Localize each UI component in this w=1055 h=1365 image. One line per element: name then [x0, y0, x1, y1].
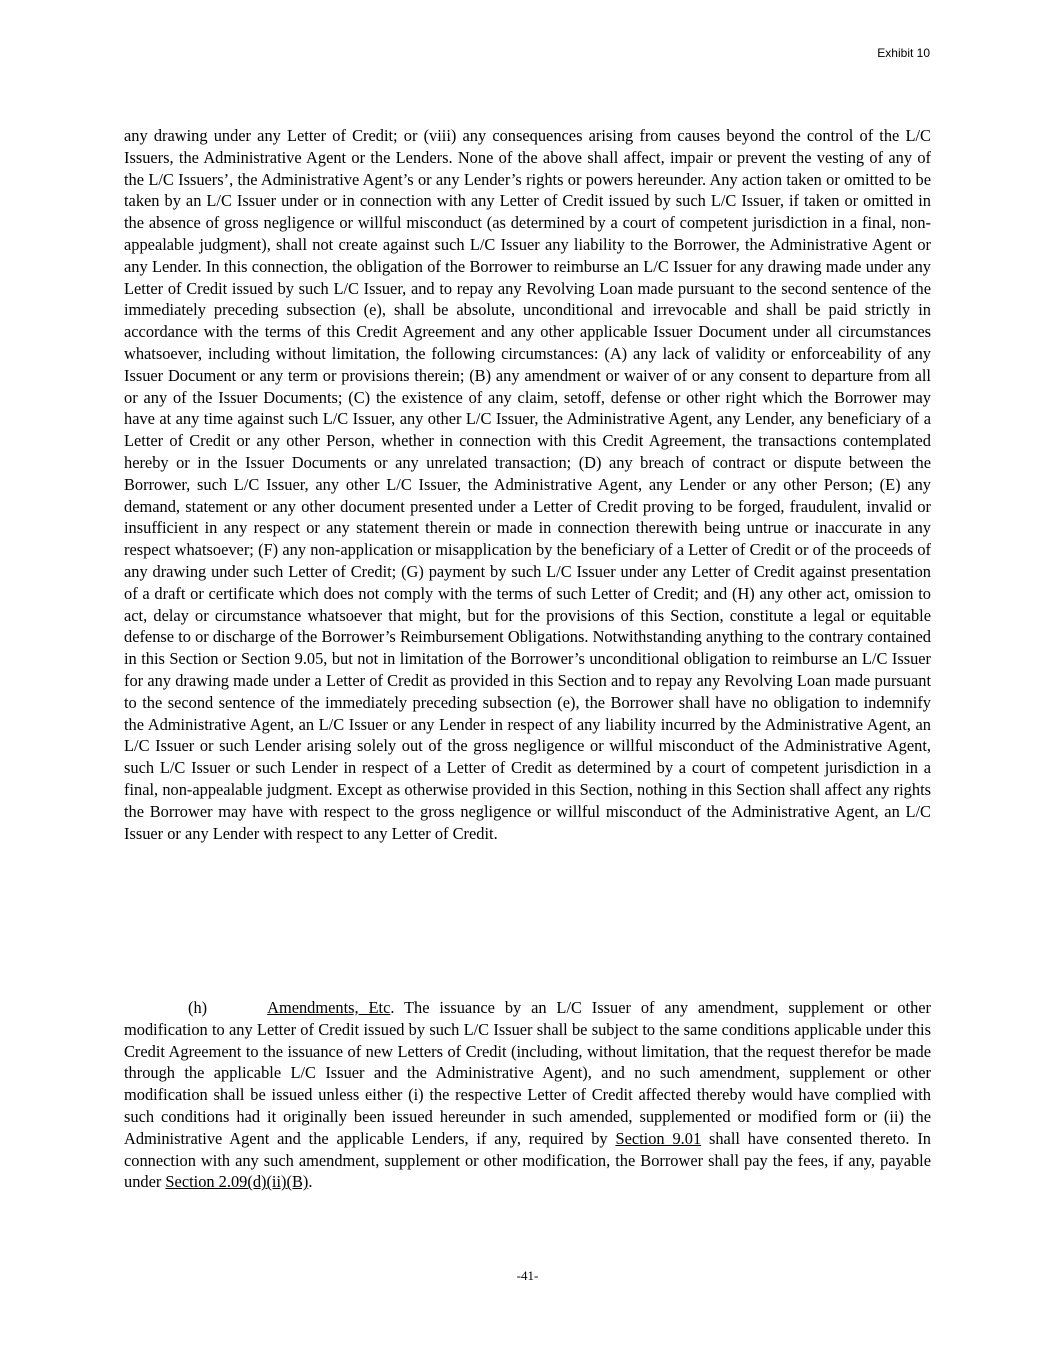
paragraph-text-3: .: [308, 1172, 313, 1192]
section-reference-link: Section 9.01: [615, 1128, 702, 1148]
paragraph-amendments: [124, 997, 931, 1193]
page-number: -41-: [516, 1268, 539, 1283]
exhibit-label: Exhibit 10: [877, 46, 930, 60]
heading-period: .: [390, 998, 395, 1017]
paragraph-continuation: any drawing under any Letter of Credit; or (viii) any consequences arising from causes beyond the control of the L/C Issuers, the Administrative Agent or the Lenders. None of the above shall affect, impair or prevent the vesting of any of the L/C Issuers’, the Administrative Agent’s or any Lender’s rights or powers hereunder. Any action taken or omitted to be taken by an L/C Issuer under or in connection with any Letter of Credit issued by such L/C Issuer, if taken or omitted in the absence of gross negligence or willful misconduct (as determined by a court of competent jurisdiction in a final, non-appealable judgment), shall not create against such L/C Issuer any liability to the Borrower, the Administrative Agent or any Lender. In this connection, the obligation of the Borrower to reimburse an L/C Issuer for any drawing made under any Letter of Credit issued by such L/C Issuer, and to repay any Revolving Loan made pursuant to the second sentence of the immediately preceding subsection (e), shall be absolute, unconditional and irrevocable and shall be paid strictly in accordance with the terms of this Credit Agreement and any other applicable Issuer Document under all circumstances whatsoever, including without limitation, the following circumstances: (A) any lack of validity or enforceability of any Issuer Document or any term or provisions therein; (B) any amendment or waiver of or any consent to departure from all or any of the Issuer Documents; (C) the existence of any claim, setoff, defense or other right which the Borrower may have at any time against such L/C Issuer, any other L/C Issuer, the Administrative Agent, any Lender, any beneficiary of a Letter of Credit or any other Person, whether in connection with this Credit Agreement, the transactions contemplated hereby or in the Issuer Documents or any unrelated transaction; (D) any breach of contract or dispute between the Borrower, such L/C Issuer, any other L/C Issuer, the Administrative Agent, any Lender or any other Person; (E) any demand, statement or any other document presented under a Letter of Credit proving to be forged, fraudulent, invalid or insufficient in any respect or any statement therein or made in connection therewith being untrue or inaccurate in any respect whatsoever; (F) any non-application or misapplication by the beneficiary of a Letter of Credit or of the proceeds of any drawing under such Letter of Credit; (G) payment by such L/C Issuer under any Letter of Credit against presentation of a draft or certificate which does not comply with the terms of such Letter of Credit; and (H) any other act, omission to act, delay or circumstance whatsoever that might, but for the provisions of this Section, constitute a legal or equitable defense to or discharge of the Borrower’s Reimbursement Obligations. Notwithstanding anything to the contrary contained in this Section or Section 9.05, but not in limitation of the Borrower’s unconditional obligation to reimburse an L/C Issuer for any drawing made under a Letter of Credit as provided in this Section and to repay any Revolving Loan made pursuant to the second sentence of the immediately preceding subsection (e), the Borrower shall have no obligation to indemnify the Administrative Agent, an L/C Issuer or any Lender in respect of any liability incurred by the Administrative Agent, an L/C Issuer or such Lender arising solely out of the gross negligence or willful misconduct of the Administrative Agent, such L/C Issuer or such Lender in respect of a Letter of Credit as determined by a court of competent jurisdiction in a final, non-appealable judgment. Except as otherwise provided in this Section, nothing in this Section shall affect any rights the Borrower may have with respect to the gross negligence or willful misconduct of the Administrative Agent, an L/C Issuer or any Lender with respect to any Letter of Credit.: [124, 126, 931, 843]
subsection-marker: (h): [188, 998, 208, 1017]
section-reference-link: Section 2.09(d)(ii)(B): [165, 1172, 309, 1192]
subsection-heading: Amendments, Etc: [267, 998, 391, 1017]
paragraph-text-1: The issuance by an L/C Issuer of any amendment, supplement or other modification to any Letter of Credit issued by such L/C Issuer shall be subject to the same conditions applicable under this Credit Agreement to the issuance of new Letters of Credit (including, without limitation, that the request therefor be made through the applicable L/C Issuer and the Administrative Agent), and no such amendment, supplement or other modification shall be issued unless either (i) the respective Letter of Credit affected thereby would have complied with such conditions had it originally been issued hereunder in such amended, supplemented or modified form or (ii) the Administrative Agent and the applicable Lenders, if any, required by: [124, 998, 931, 1148]
paragraph-text-2: shall have consented thereto. In connection with any such amendment, supplement or other modification, the Borrower shall pay the fees, if any, payable under: [124, 1128, 931, 1192]
